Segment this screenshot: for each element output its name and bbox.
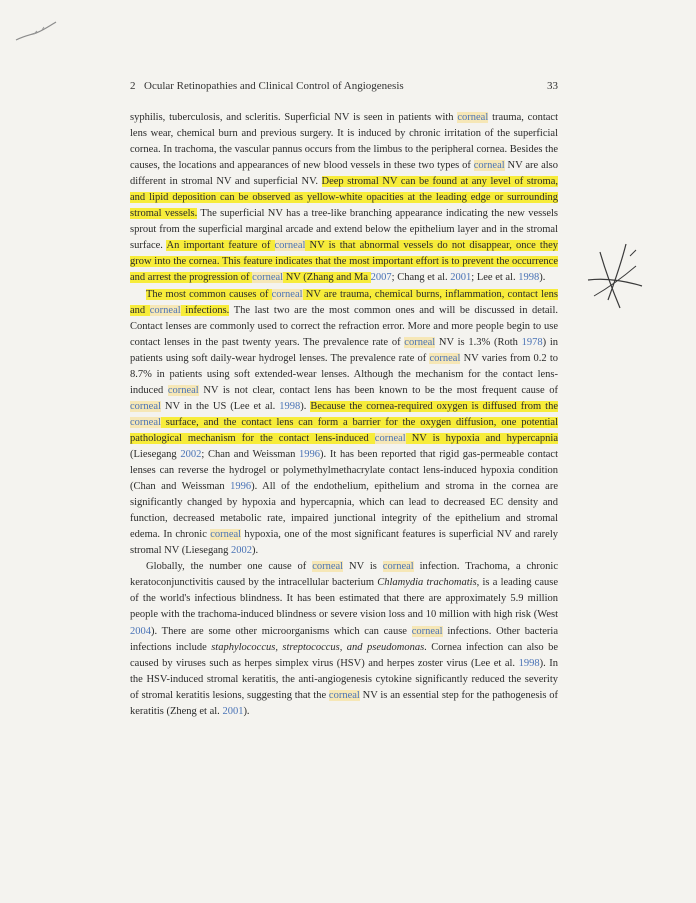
highlighted-text: NV are trauma, chemical burns, inflammation, contact lens and [130, 288, 558, 316]
paragraph-2 [130, 287, 558, 560]
citation-year: 1978 [521, 336, 543, 348]
highlighted-text: The most common causes of [146, 288, 272, 300]
body-text [130, 110, 558, 720]
text-run: ). All of the endothelium, epithelium and stroma in the cornea are significantly changed by hypoxia and hypercapnia, which can lead to decreased EC density and function, decreased metabolic rate, impaired junctional integrity of the epithelium and stromal edema. In chronic [130, 481, 558, 541]
highlighted-term: corneal [374, 432, 406, 444]
highlighted-term: corneal [473, 160, 505, 172]
text-run: NV is an essential step for the pathogenesis of keratitis (Zheng et al. [130, 689, 558, 717]
highlighted-text: Because the cornea-required oxygen is diffused from the [310, 400, 559, 412]
highlighted-text: NV (Zhang and Ma [283, 272, 371, 284]
text-run: NV are also different in stromal NV and superficial NV. [130, 160, 558, 188]
text-run: ) in patients using soft daily-wear hydrogel lenses. The prevalence rate of [130, 336, 558, 364]
text-run: ). In the HSV-induced stromal keratitis, the anti-angiogenesis cytokine significantly reduced the severity of stromal keratitis lesions, suggesting that the [130, 657, 558, 701]
text-run: ). [252, 545, 259, 557]
text-run: hypoxia, one of the most significant features is superficial NV and rarely stromal NV (Liesegang [130, 529, 558, 557]
text-run: infection. Trachoma, a chronic keratoconjunctivitis caused by the intracellular bacterium [130, 561, 558, 589]
citation-year: 2001 [450, 272, 472, 284]
highlighted-term: corneal [130, 416, 161, 428]
highlighted-term: corneal [328, 689, 360, 701]
text-run: trauma, contact lens wear, chemical burn and previous surgery. It is induced by chronic irritation of the superficial cornea. In trachoma, the vascular pannus occurs from the limbus to the peripheral cornea. Besides the causes, the locations and appearances of new blood vessels in these two types of [130, 112, 559, 172]
highlighted-term: corneal [271, 288, 303, 300]
text-run: syphilis, tuberculosis, and scleritis. Superficial NV is seen in patients with [130, 112, 458, 123]
highlighted-text: NV is hypoxia and hypercapnia [405, 432, 558, 444]
text-run: The last two are the most common ones and will be discussed in detail. Contact lenses are commonly used to correct the refraction error. More and more people begin to use contact lenses in the past twenty years. The prevalence rate of [130, 304, 558, 348]
text-run: NV in the US (Lee et al. [160, 400, 280, 412]
text-run: NV is [343, 561, 383, 573]
highlighted-term: corneal [130, 400, 161, 412]
citation-year: 1996 [230, 481, 252, 493]
text-run: ). It has been reported that rigid gas-permeable contact lenses can reverse the hydrogel or polymethylmethacrylate contact lens-induced hypoxia condition (Chan and Weissman [130, 448, 558, 493]
highlighted-term: corneal [411, 625, 443, 637]
highlighted-term: corneal [404, 336, 436, 348]
text-run: ). [243, 705, 250, 717]
highlighted-term: corneal [382, 561, 414, 573]
citation-year: 1996 [299, 448, 321, 460]
citation-year: 1998 [279, 400, 301, 412]
chapter-number: 2 [130, 80, 136, 92]
text-run: NV is not clear, contact lens has been known to be the most frequent cause of [198, 384, 558, 396]
text-run: NV varies from 0.2 to 8.7% in patients using soft extended-wear lenses. Although the mechanism for the contact lens-induced [130, 352, 559, 396]
text-run: , is a leading cause of the world's infectious blindness. It has been estimated that there are approximately 5.9 million people with the trachoma-induced blindness or severe vision loss and 10 million with high risk (West [130, 577, 558, 621]
text-run: ; Chang et al. [391, 272, 451, 284]
citation-year: 1998 [518, 657, 540, 669]
text-run: The superficial NV has a tree-like branching appearance indicating the new vessels sprout from the superficial marginal arcade and extend below the epithelium layer and in the stromal surface. [130, 208, 558, 252]
highlighted-term: corneal [149, 304, 181, 316]
highlighted-term: corneal [210, 529, 242, 541]
citation-year: 2002 [180, 448, 202, 460]
highlighted-term: corneal [274, 240, 306, 252]
highlighted-text: NV is that abnormal vessels do not disappear, once they grow into the cornea. This feature indicates that the most important effort is to prevent the occurrence and arrest the progression of [130, 240, 559, 284]
text-run: ). There are some other microorganisms which can cause [151, 625, 412, 637]
paragraph-3 [130, 559, 558, 719]
page-number: 33 [547, 80, 558, 92]
text-run: ). [300, 400, 311, 412]
citation-year: 2004 [130, 625, 151, 637]
highlighted-text: Deep stromal NV can be found at any level of stroma, and lipid deposition can be observed as yellow-white opacities at the leading edge or surrounding stromal vessels. [130, 176, 558, 220]
highlighted-term: corneal [457, 112, 489, 123]
highlighted-term: corneal [312, 561, 344, 573]
citation-year: 2001 [222, 705, 244, 717]
highlighted-text: An important feature of [166, 240, 275, 252]
text-run: . Cornea infection can also be caused by viruses such as herpes simplex virus (HSV) and herpes zoster virus (Lee et al. [130, 641, 558, 669]
text-run: NV is 1.3% (Roth [435, 336, 522, 348]
citation-year: 1998 [518, 272, 540, 284]
italic-text: staphylococcus, streptococcus, and pseudomonas [211, 641, 425, 653]
text-run: (Liesegang [130, 448, 181, 460]
text-run: ; Chan and Weissman [201, 448, 300, 460]
highlighted-text: infections. [180, 304, 230, 316]
highlighted-term: corneal [429, 352, 461, 364]
text-run: infections. Other bacteria infections include [130, 625, 558, 653]
text-run: Globally, the number one cause of [146, 561, 313, 573]
italic-text: Chlamydia trachomatis [377, 577, 477, 589]
chapter-title: Ocular Retinopathies and Clinical Control of Angiogenesis [144, 80, 404, 92]
handwritten-star-icon [586, 238, 646, 318]
pen-scribble-icon [12, 18, 60, 44]
citation-year: 2007 [370, 272, 392, 284]
text-run: ; Lee et al. [471, 272, 519, 284]
highlighted-text: surface, and the contact lens can form a barrier for the oxygen diffusion, one potential pathological mechanism for the contact lens-induced [130, 416, 558, 444]
highlighted-term: corneal [252, 272, 284, 284]
citation-year: 2002 [231, 545, 252, 557]
highlighted-term: corneal [167, 384, 199, 396]
paragraph-1 [130, 110, 558, 287]
text-run: ). [539, 272, 546, 284]
